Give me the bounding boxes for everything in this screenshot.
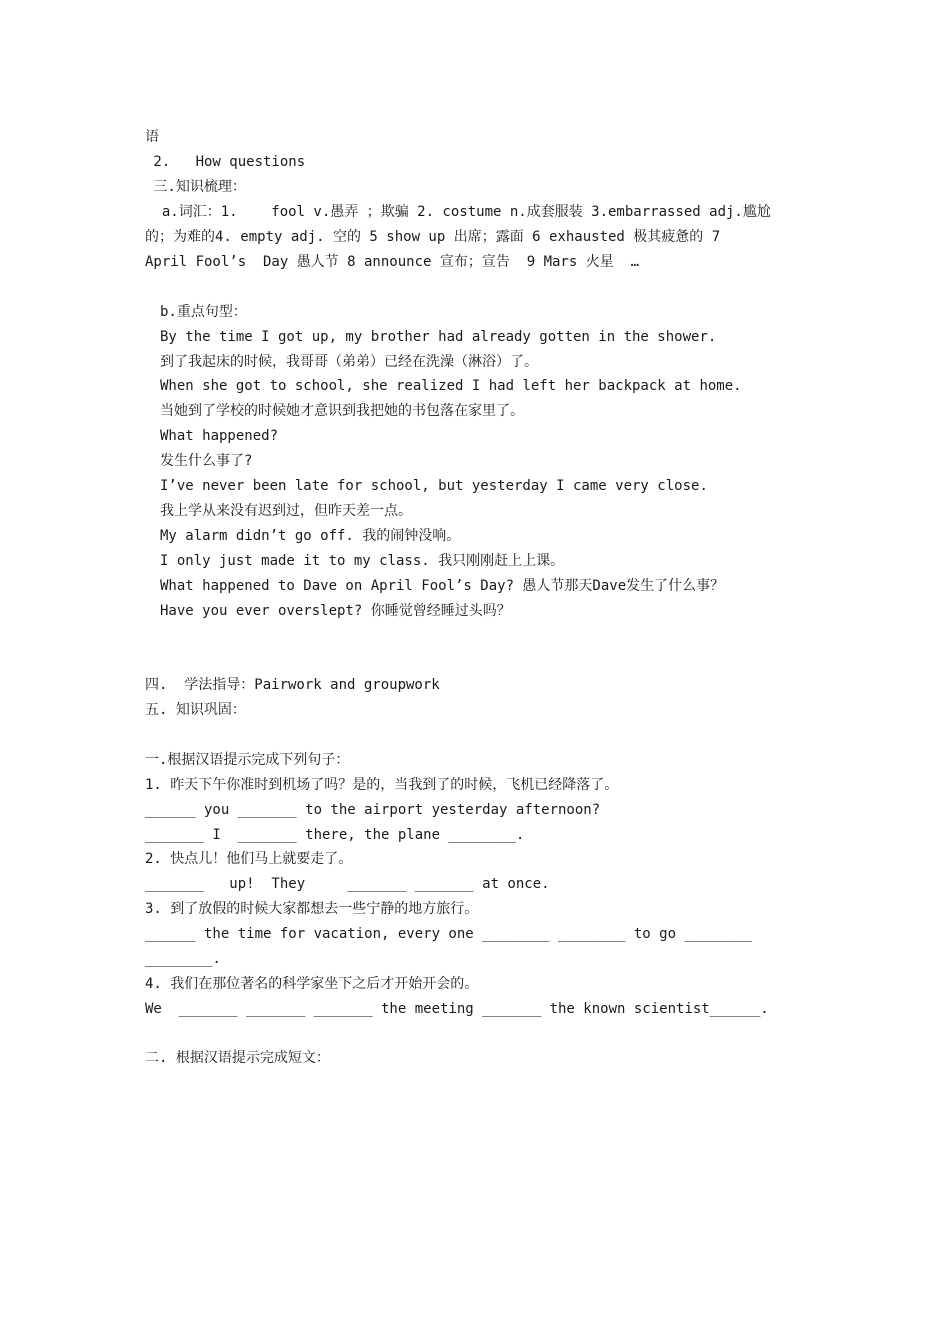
exercise-line: ______ the time for vacation, every one ________ ________ to go ________ xyxy=(145,926,752,942)
sentence-line: Have you ever overslept? 你睡觉曾经睡过头吗？ xyxy=(160,603,511,619)
section3-heading: 三.知识梳理： xyxy=(145,179,246,195)
exercise-line: 4. 我们在那位著名的科学家坐下之后才开始开会的。 xyxy=(145,976,479,992)
key-sentences-heading: b.重点句型： xyxy=(160,304,247,320)
vocab-line-3: April Fool’s Day 愚人节 8 announce 宣布；宣告 9 Mars 火星 … xyxy=(145,254,640,270)
exercise-line: ______ you _______ to the airport yesterday afternoon? xyxy=(145,802,601,818)
exercise-line: ________. xyxy=(145,951,221,967)
sentence-line: 我上学从来没有迟到过，但昨天差一点。 xyxy=(160,503,412,519)
exercise2-heading: 二. 根据汉语提示完成短文： xyxy=(145,1050,330,1066)
section5-heading: 五. 知识巩固： xyxy=(145,702,246,718)
sentence-line: 到了我起床的时候，我哥哥（弟弟）已经在洗澡（淋浴）了。 xyxy=(160,354,538,370)
exercise-line: _______ up! They _______ _______ at once. xyxy=(145,876,550,892)
exercise-line: 3. 到了放假的时候大家都想去一些宁静的地方旅行。 xyxy=(145,901,479,917)
top-fragment: 语 xyxy=(145,129,159,145)
vocab-line-1: a.词汇：1. fool v.愚弄 ；欺骗 2. costume n.成套服装 3.embarrassed adj.尴尬 xyxy=(145,204,771,220)
sentence-line: When she got to school, she realized I had left her backpack at home. xyxy=(160,378,742,394)
exercise-line: We _______ _______ _______ the meeting _______ the known scientist______. xyxy=(145,1001,769,1017)
sentence-line: By the time I got up, my brother had already gotten in the shower. xyxy=(160,329,717,345)
sentence-line: I’ve never been late for school, but yesterday I came very close. xyxy=(160,478,708,494)
exercise-line: 2. 快点儿！他们马上就要走了。 xyxy=(145,851,353,867)
vocab-line-2: 的；为难的4. empty adj. 空的 5 show up 出席；露面 6 exhausted 极其疲惫的 7 xyxy=(145,229,721,245)
section4-heading: 四. 学法指导：Pairwork and groupwork xyxy=(145,677,440,693)
exercise-line: _______ I _______ there, the plane ________. xyxy=(145,827,525,843)
item-how-questions: 2. How questions xyxy=(145,154,306,170)
sentence-line: What happened? xyxy=(160,428,279,444)
sentence-line: What happened to Dave on April Fool’s Day? 愚人节那天Dave发生了什么事？ xyxy=(160,578,725,594)
exercise1-heading: 一.根据汉语提示完成下列句子： xyxy=(145,752,350,768)
sentence-line: 当她到了学校的时候她才意识到我把她的书包落在家里了。 xyxy=(160,403,524,419)
sentence-line: My alarm didn’t go off. 我的闹钟没响。 xyxy=(160,528,461,544)
exercise-line: 1. 昨天下午你准时到机场了吗？是的，当我到了的时候，飞机已经降落了。 xyxy=(145,777,619,793)
sentence-line: 发生什么事了? xyxy=(160,453,253,469)
sentence-line: I only just made it to my class. 我只刚刚赶上上课。 xyxy=(160,553,565,569)
